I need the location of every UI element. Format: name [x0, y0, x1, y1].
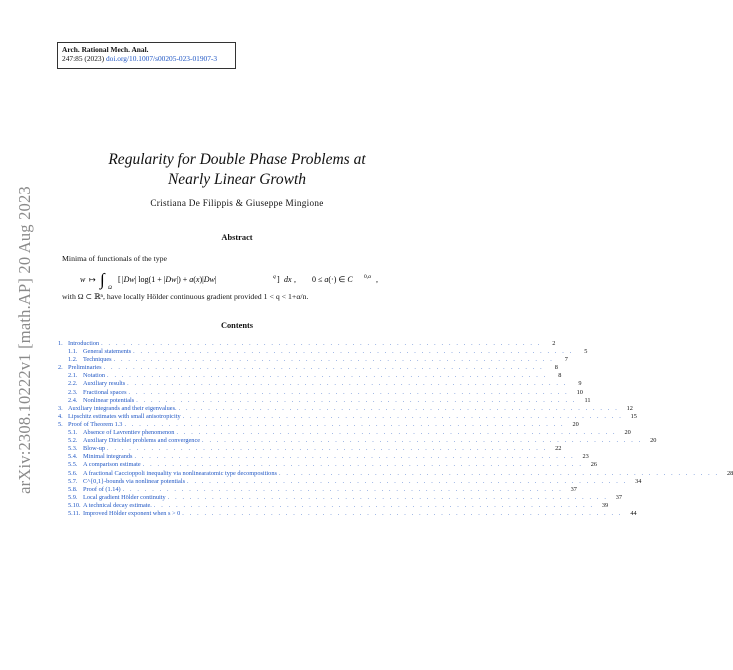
toc-entry-number: 5.7. — [68, 477, 78, 485]
toc-leader-dots: . . . . . . . . . . . . . . . . . . . . . . . . . . . . . . . . . . . . . . . . . . . . . . . . . . . . . . . . . . . . — [142, 462, 584, 469]
toc-entry-number: 5.4. — [68, 453, 78, 461]
toc-entry-number: 5.3. — [68, 445, 78, 453]
toc-entry-title[interactable]: Notation — [83, 372, 106, 380]
toc-entry[interactable] — [58, 420, 579, 429]
toc-entry-title[interactable]: Local gradient Hölder continuity — [83, 493, 166, 501]
svg-text:]: ] — [277, 275, 280, 284]
svg-text:,: , — [376, 275, 378, 284]
toc-entry-number: 5.11. — [68, 509, 81, 517]
toc-entry-title[interactable]: Auxiliary results — [83, 380, 126, 388]
toc-entry-page: 15 — [630, 412, 637, 420]
toc-entry-number: 1. — [58, 340, 63, 347]
toc-entry-number: 5.6. — [68, 469, 78, 477]
toc-entry-title[interactable]: General statements — [83, 348, 132, 356]
toc-entry-number: 5. — [58, 420, 63, 428]
toc-entry-page: 9 — [578, 380, 582, 388]
svg-text:|Dw| log(1 + |Dw|) + a(x)|Dw|: |Dw| log(1 + |Dw|) + a(x)|Dw| — [122, 275, 217, 284]
toc-leader-dots: . . . . . . . . . . . . . . . . . . . . . . . . . . . . . . . . . . . . . . . . . . . . . . . . . . . . . . . . . . . . — [133, 349, 574, 356]
toc-leader-dots: . . . . . . . . . . . . . . . . . . . . . . . . . . . . . . . . . . . . . . . . . . . . . . . . . . . . . . . . . . . . — [153, 502, 595, 509]
toc-leader-dots: . . . . . . . . . . . . . . . . . . . . . . . . . . . . . . . . . . . . . . . . . . . . . . . . . . . . . . . . . . . . — [178, 405, 619, 412]
toc-entry-title[interactable]: Proof of (1.14) — [83, 485, 121, 493]
abstract-heading: Abstract — [221, 233, 253, 242]
abstract-conclusion: with Ω ⊂ ℝⁿ, have locally Hölder continuous gradient provided 1 < q < 1+α/n. — [62, 292, 309, 301]
toc-leader-dots: . . . . . . . . . . . . . . . . . . . . . . . . . . . . . . . . . . . . . . . . . . . . . . . . . . . . . . . . . . . . — [127, 381, 568, 388]
toc-entry[interactable] — [58, 429, 631, 437]
toc-entry[interactable] — [58, 445, 562, 453]
journal-citation-box — [57, 42, 236, 69]
toc-leader-dots: . . . . . . . . . . . . . . . . . . . . . . . . . . . . . . . . . . . . . . . . . . . . . . . . . . . . . . . . . . . . — [128, 389, 569, 396]
toc-entry-number: 1.1. — [68, 348, 78, 356]
toc-entry[interactable] — [58, 356, 568, 364]
toc-entry-title[interactable]: A technical decay estimate. — [83, 501, 152, 509]
toc-entry-page: 8 — [554, 364, 558, 372]
toc-leader-dots: . . . . . . . . . . . . . . . . . . . . . . . . . . . . . . . . . . . . . . . . . . . . . . . . . . . . . . . . . . . . — [107, 373, 548, 380]
toc-entry-title[interactable]: Absence of Lavrentiev phenomenon — [83, 429, 175, 437]
toc-entry[interactable] — [58, 396, 591, 405]
toc-entry[interactable] — [58, 404, 633, 413]
toc-entry-page: 37 — [615, 493, 623, 501]
toc-entry-page: 23 — [582, 453, 589, 461]
toc-entry-title[interactable]: Auxiliary Dirichlet problems and convergence — [83, 437, 201, 445]
toc-entry-title[interactable]: C^{0,1}-bounds via nonlinear potentials — [83, 477, 186, 485]
toc-entry[interactable] — [58, 509, 637, 518]
toc-entry-number: 2.3. — [68, 388, 78, 396]
toc-entry-page: 10 — [576, 388, 583, 396]
arxiv-sidebar — [8, 160, 42, 520]
toc-entry-page: 12 — [626, 404, 633, 412]
toc-entry-title[interactable]: Blow-up — [83, 445, 106, 453]
toc-entry-page: 8 — [558, 372, 562, 380]
toc-entry[interactable] — [58, 348, 588, 356]
toc-entry[interactable] — [58, 461, 598, 469]
toc-entry[interactable] — [58, 412, 637, 421]
svg-text:0 ≤ a(·) ∈ C: 0 ≤ a(·) ∈ C — [312, 275, 353, 284]
svg-text:0,α: 0,α — [364, 274, 372, 280]
toc-entry-number: 5.5. — [68, 461, 78, 469]
toc-entry-page: 20 — [650, 437, 657, 445]
toc-leader-dots: . . . . . . . . . . . . . . . . . . . . . . . . . . . . . . . . . . . . . . . . . . . . . . . . . . . . . . . . . . . . — [136, 397, 577, 404]
toc-entry[interactable] — [58, 501, 609, 510]
svg-text:↦: ↦ — [89, 275, 96, 284]
toc-entry-number: 2.1. — [68, 372, 78, 380]
toc-leader-dots: . . . . . . . . . . . . . . . . . . . . . . . . . . . . . . . . . . . . . . . . . . . . . . . . . . . . . . . . . . . . — [124, 421, 565, 428]
svg-text:w: w — [80, 275, 86, 284]
title-line-2: Nearly Linear Growth — [167, 171, 307, 188]
toc-entry[interactable] — [58, 469, 733, 478]
title-line-1: Regularity for Double Phase Problems at — [108, 151, 366, 168]
toc-entry-number: 5.9. — [68, 493, 78, 501]
toc-entry[interactable] — [58, 364, 558, 372]
toc-entry-title[interactable]: Introduction — [68, 340, 100, 347]
toc-entry-title[interactable]: Lipschitz estimates with small anisotropicity — [68, 412, 181, 420]
toc-entry-page: 26 — [590, 461, 598, 469]
toc-leader-dots: . . . . . . . . . . . . . . . . . . . . . . . . . . . . . . . . . . . . . . . . . . . . . . . . . . . . . . . . . . . . — [187, 478, 628, 485]
toc-entry-number: 4. — [58, 412, 63, 420]
toc-leader-dots: . . . . . . . . . . . . . . . . . . . . . . . . . . . . . . . . . . . . . . . . . . . . . . . . . . . . . . . . . . . . — [107, 446, 548, 453]
toc-entry-page: 44 — [630, 509, 637, 517]
svg-text:,: , — [294, 275, 296, 284]
abstract-intro: Minima of functionals of the type — [62, 254, 168, 263]
toc-entry-title[interactable]: A comparison estimate — [83, 461, 141, 469]
toc-entry[interactable] — [58, 340, 556, 348]
toc-entry-page: 37 — [570, 485, 577, 493]
contents-heading: Contents — [220, 321, 254, 330]
toc-entry-page: 2 — [552, 340, 556, 347]
toc-leader-dots: . . . . . . . . . . . . . . . . . . . . . . . . . . . . . . . . . . . . . . . . . . . . . . . . . . . . . . . . . . . . — [122, 486, 563, 493]
toc-entry-title[interactable]: Fractional spaces — [83, 388, 127, 396]
toc-entry-page: 39 — [601, 501, 609, 509]
toc-entry[interactable] — [58, 388, 583, 397]
toc-entry[interactable] — [58, 493, 623, 502]
arxiv-identifier: arXiv:2308.10222v1 [math.AP] 20 Aug 2023 — [15, 186, 34, 494]
toc-entry-title[interactable]: Techniques — [83, 356, 112, 364]
toc-leader-dots: . . . . . . . . . . . . . . . . . . . . . . . . . . . . . . . . . . . . . . . . . . . . . . . . . . . . . . . . . . . . — [182, 510, 623, 517]
toc-entry-page: 28 — [726, 469, 733, 477]
toc-leader-dots: . . . . . . . . . . . . . . . . . . . . . . . . . . . . . . . . . . . . . . . . . . . . . . . . . . . . . . . . . . . . — [278, 470, 720, 477]
toc-entry-number: 2.4. — [68, 396, 78, 404]
toc-leader-dots: . . . . . . . . . . . . . . . . . . . . . . . . . . . . . . . . . . . . . . . . . . . . . . . . . . . . . . . . . . . . — [182, 413, 623, 420]
toc-leader-dots: . . . . . . . . . . . . . . . . . . . . . . . . . . . . . . . . . . . . . . . . . . . . . . . . . . . . . . . . . . . . — [101, 341, 542, 347]
toc-entry-page: 22 — [555, 445, 562, 453]
toc-leader-dots: . . . . . . . . . . . . . . . . . . . . . . . . . . . . . . . . . . . . . . . . . . . . . . . . . . . . . . . . . . . . — [113, 357, 554, 364]
toc-entry-title[interactable]: Proof of Theorem 1.3 — [68, 420, 123, 428]
toc-entry[interactable] — [58, 380, 582, 388]
toc-entry-title[interactable]: Nonlinear potentials — [83, 396, 135, 404]
toc-entry-page: 20 — [624, 429, 631, 437]
toc-leader-dots: . . . . . . . . . . . . . . . . . . . . . . . . . . . . . . . . . . . . . . . . . . . . . . . . . . . . . . . . . . . . — [167, 494, 609, 501]
svg-text:dx: dx — [284, 275, 292, 284]
toc-entry-number: 5.10. — [68, 501, 81, 509]
author-names: Cristiana De Filippis & Giuseppe Mingione — [150, 198, 324, 208]
toc-entry-number: 1.2. — [68, 356, 78, 364]
toc-entry[interactable] — [58, 485, 577, 494]
toc-entry-number: 5.2. — [68, 437, 78, 445]
toc-entry-page: 34 — [635, 477, 642, 485]
doi-link[interactable]: doi.org/10.1007/s00205-023-01907-3 — [105, 54, 218, 64]
svg-text:q: q — [273, 274, 276, 280]
toc-entry-title[interactable]: Auxiliary integrands and their eigenvalues. — [68, 404, 177, 412]
toc-entry[interactable] — [58, 477, 642, 486]
svg-text:[: [ — [118, 275, 121, 284]
authors — [0, 198, 474, 208]
toc-entry-number: 2.2. — [68, 380, 78, 388]
toc-entry-title[interactable]: Improved Hölder exponent when s > 0 — [83, 509, 181, 517]
svg-text:∫: ∫ — [100, 270, 105, 289]
paper-title — [0, 150, 474, 190]
journal-name: Arch. Rational Mech. Anal. — [62, 45, 149, 54]
toc-entry-number: 3. — [58, 404, 63, 412]
toc-leader-dots: . . . . . . . . . . . . . . . . . . . . . . . . . . . . . . . . . . . . . . . . . . . . . . . . . . . . . . . . . . . . — [202, 438, 643, 445]
toc-entry[interactable] — [58, 437, 657, 445]
toc-entry[interactable] — [58, 372, 562, 380]
svg-text:Ω: Ω — [108, 285, 112, 291]
toc-leader-dots: . . . . . . . . . . . . . . . . . . . . . . . . . . . . . . . . . . . . . . . . . . . . . . . . . . . . . . . . . . . . — [176, 430, 617, 437]
toc-entry-page: 11 — [584, 396, 591, 404]
toc-entry-title[interactable]: A fractional Caccioppoli inequality via nonlinearatomic type decompositions — [83, 469, 277, 477]
toc-entry-number: 2. — [58, 364, 63, 372]
toc-leader-dots: . . . . . . . . . . . . . . . . . . . . . . . . . . . . . . . . . . . . . . . . . . . . . . . . . . . . . . . . . . . . — [134, 454, 575, 461]
toc-entry-page: 20 — [572, 420, 579, 428]
table-of-contents — [58, 340, 733, 518]
toc-entry-number: 5.1. — [68, 429, 78, 437]
journal-volume-line — [62, 54, 231, 63]
toc-entry-title[interactable]: Minimal integrands — [83, 453, 133, 461]
toc-entry-number: 5.8. — [68, 485, 78, 493]
toc-entry[interactable] — [58, 453, 589, 461]
toc-leader-dots: . . . . . . . . . . . . . . . . . . . . . . . . . . . . . . . . . . . . . . . . . . . . . . . . . . . . . . . . . . . . — [103, 365, 544, 372]
toc-entry-page: 7 — [564, 356, 568, 364]
toc-entry-page: 5 — [584, 348, 588, 356]
toc-entry-title[interactable]: Preliminaries — [68, 364, 102, 372]
journal-citation: 247:85 (2023) — [62, 54, 105, 64]
